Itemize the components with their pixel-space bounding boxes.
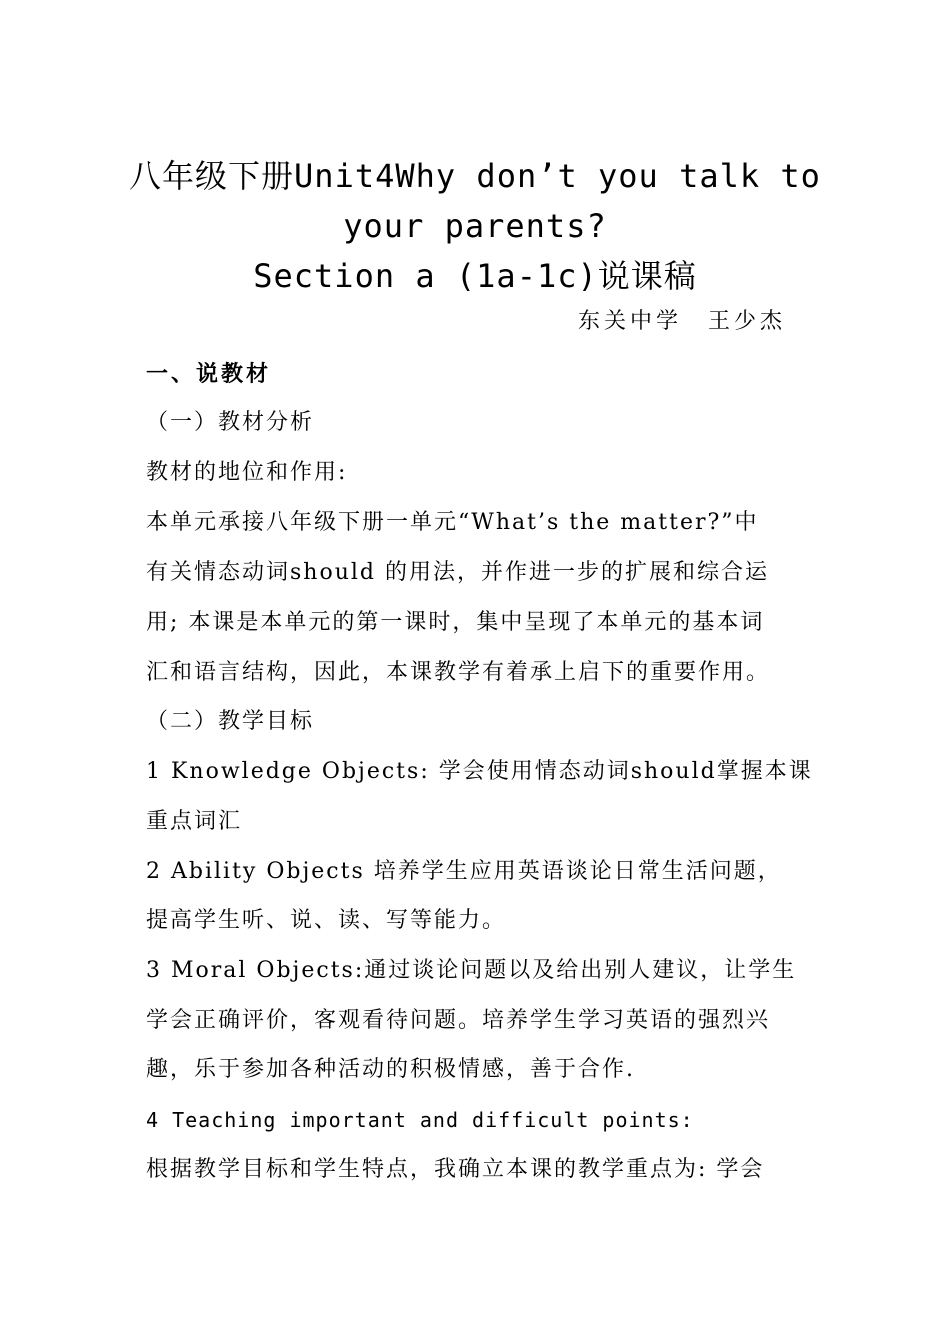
subheading-textbook-analysis: （一）教材分析	[146, 410, 315, 435]
author-name: 王少杰	[708, 309, 787, 334]
document-title-line-3: Section a (1a-1c)说课稿	[253, 257, 697, 295]
objective-ability-line-1: 2 Ability Objects 培养学生应用英语谈论日常生活问题，	[146, 859, 782, 884]
subheading-teaching-objectives: （二）教学目标	[146, 709, 315, 734]
paragraph-line: 用; 本课是本单元的第一课时，集中呈现了本单元的基本词	[146, 610, 765, 635]
paragraph-line: 有关情态动词should 的用法，并作进一步的扩展和综合运	[146, 560, 769, 585]
objective-key-points-line-2: 根据教学目标和学生特点，我确立本课的教学重点为: 学会	[146, 1157, 765, 1182]
objective-moral-line-3: 趣，乐于参加各种活动的积极情感，善于合作.	[146, 1057, 635, 1082]
objective-key-points-line-1: 4 Teaching important and difficult points:	[146, 1108, 694, 1132]
document-title-line-2: your parents?	[343, 207, 607, 245]
document-title-line-1: 八年级下册Unit4Why don’t you talk to	[129, 157, 821, 195]
paragraph-line: 汇和语言结构，因此，本课教学有着承上启下的重要作用。	[146, 660, 771, 685]
objective-moral-line-1: 3 Moral Objects:通过谈论问题以及给出别人建议，让学生	[146, 958, 797, 983]
author-line	[578, 306, 786, 338]
section-heading-textbook: 一、说教材	[146, 361, 272, 387]
objective-knowledge-line-1: 1 Knowledge Objects: 学会使用情态动词should掌握本课	[146, 759, 813, 784]
objective-ability-line-2: 提高学生听、说、读、写等能力。	[146, 908, 507, 933]
objective-moral-line-2: 学会正确评价，客观看待问题。培养学生学习英语的强烈兴	[146, 1008, 771, 1033]
objective-knowledge-line-2: 重点词汇	[146, 809, 243, 834]
author-school: 东关中学	[578, 309, 683, 334]
textbook-role-label: 教材的地位和作用:	[146, 460, 348, 485]
paragraph-line: 本单元承接八年级下册一单元“What’s the matter?”中	[146, 510, 759, 535]
